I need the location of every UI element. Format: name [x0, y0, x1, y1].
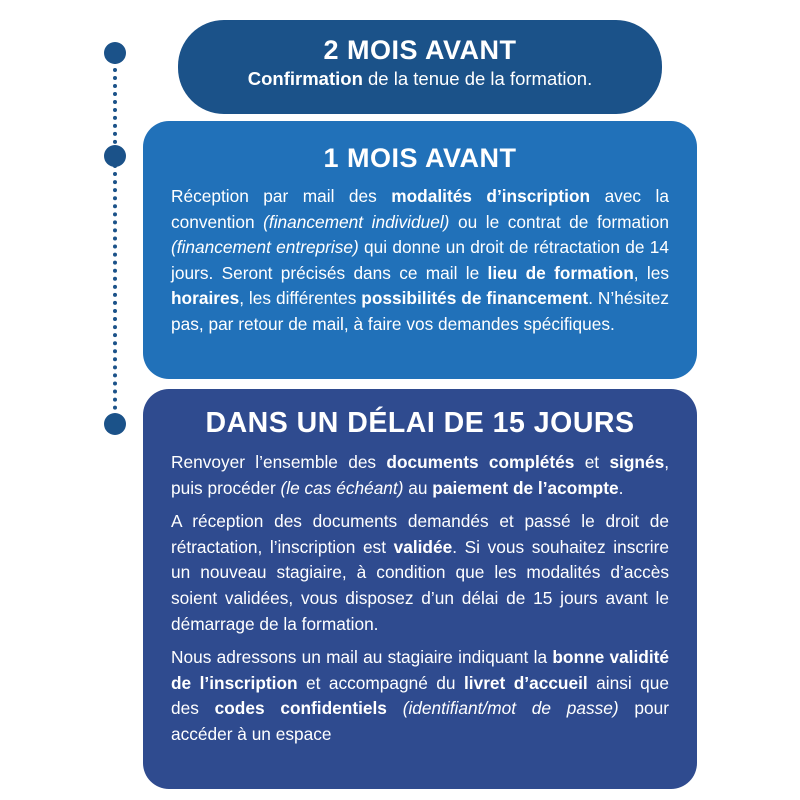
text: pour accéder à un espace [171, 698, 669, 744]
text: , puis procéder [171, 452, 669, 498]
text: Nous adressons un mail au stagiaire indiquant la [171, 647, 553, 668]
text: , les différentes [239, 288, 362, 309]
text-bold: horaires [171, 288, 240, 309]
step-card-1-mois [143, 121, 697, 379]
text-bold: Confirmation [247, 68, 363, 89]
text-bold: lieu de formation [487, 262, 634, 283]
text: et [574, 452, 610, 472]
text: qui donne un droit de rétractation de 14 jours. Seront précisés dans ce mail le [171, 237, 669, 283]
text: . N’hésitez pas, par retour de mail, à faire vos demandes spécifiques. [171, 288, 669, 334]
step-description-p1 [171, 450, 669, 501]
step-description [171, 184, 669, 338]
text: ou le contrat de formation [449, 211, 670, 232]
text-bold: livret d’accueil [463, 672, 588, 693]
text-bold: possibilités de financement [361, 288, 589, 309]
text: de la tenue de la formation. [362, 68, 593, 89]
text-bold: bonne validité de l’inscription [171, 647, 670, 693]
text: A réception des documents demandés et passé le droit de rétractation, l’inscription est [171, 511, 669, 557]
step-title: DANS UN DÉLAI DE 15 JOURS [205, 407, 635, 439]
text-italic: (le cas échéant) [280, 477, 404, 498]
text-bold: documents complétés [386, 452, 575, 472]
step-title: 2 MOIS AVANT [323, 35, 517, 65]
text-italic: (financement entreprise) [171, 237, 359, 258]
step-card-15-jours [143, 389, 697, 789]
text: et accompagné du [297, 672, 464, 693]
text: Réception par mail des [171, 186, 392, 206]
timeline-connector [113, 60, 117, 152]
text-italic: (identifiant/mot de passe) [402, 698, 619, 719]
step-description-p2 [171, 509, 669, 637]
text-bold: validée [393, 536, 453, 557]
text: au [403, 477, 433, 498]
timeline-dot-step3 [104, 413, 126, 435]
text-bold: paiement de l’acompte [432, 477, 619, 498]
text: . [618, 477, 624, 498]
timeline-connector [113, 164, 117, 418]
step-title: 1 MOIS AVANT [323, 143, 517, 173]
step-description-p3 [171, 645, 669, 747]
text-bold: modalités d’inscription [391, 186, 591, 206]
step-description [178, 68, 662, 90]
text-bold: signés [609, 452, 665, 472]
text: avec la convention [171, 186, 669, 232]
text-bold: codes confidentiels [214, 698, 387, 719]
timeline-dot-step1 [104, 42, 126, 64]
step-card-2-mois [178, 20, 662, 114]
text: . Si vous souhaitez inscrire un nouveau stagiaire, à condition que les modalités d’accès soient validées, vous disposez d’un délai de 15 jours avant le démarrage de la formation. [171, 536, 669, 634]
text: ainsi que des [171, 672, 670, 719]
text-italic: (financement individuel) [263, 211, 450, 232]
timeline-dot-step2 [104, 145, 126, 167]
text: Renvoyer l’ensemble des [171, 452, 387, 472]
text: , les [633, 262, 669, 283]
text [387, 698, 403, 718]
